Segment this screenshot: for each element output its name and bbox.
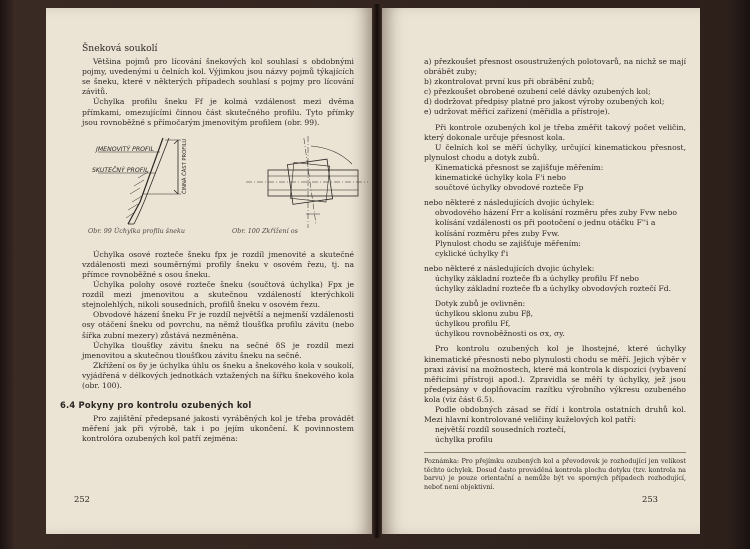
paragraph: Úchylka polohy osové rozteče šneku (součtová úchylka) Fpx je rozdíl mezi jmenovitou a skutečnou vzdáleností kterýchkoli stejnolehlých, nikoli sousedních, profilů šneku v osovém řezu. (82, 280, 354, 310)
list-item: b) zkontrolovat první kus při obrábění zubů; (424, 77, 595, 87)
paragraph: Úchylka profilu šneku Ff je kolmá vzdálenost mezi dvěma přímkami, omezujícími činnou část skutečného profilu. Tyto přímky jsou rovnoběžné s přímočarým jmenovitým profilem (obr. 99). (82, 97, 354, 127)
figure-100-axes (246, 135, 368, 228)
list-item: e) udržovat měřicí zařízení (měřidla a přístroje). (424, 107, 610, 117)
paragraph: U čelních kol se měří úchylky, určující kinematickou přesnost, plynulost chodu a dotyk zubů. (424, 142, 686, 162)
list-item: kolísání vzdálenosti os při pootočení o jednu otáčku F''i a (435, 218, 656, 228)
list-item: cyklické úchylky f'i (435, 248, 509, 258)
label-nominal-profile: JMENOVITÝ PROFIL (96, 145, 154, 153)
list-item: úchylky základní rozteče fb a úchylky obvodových roztečí Fd. (435, 283, 671, 293)
paragraph: Úchylka osové rozteče šneku fpx je rozdíl jmenovité a skutečné vzdálenosti mezi souměrnými profily šneku v osovém řezu, tj. na přímce rovnoběžné s osou šneku. (82, 249, 354, 279)
paragraph: nebo některé z následujících dvojic úchylek: (424, 198, 595, 208)
list-item: úchylka profilu (435, 435, 493, 445)
paragraph: Dotyk zubů je ovlivněn: (435, 299, 526, 309)
list-item: součtové úchylky obvodové rozteče Fp (435, 183, 584, 193)
paragraph: Většina pojmů pro lícování šnekových kol souhlasí s obdobnými pojmy, uvedenými u čelních kol. Výjimkou jsou názvy pojmů týkajících se šneku, které v některých případech souhlasí s pojmy pro lícování závitů. (82, 57, 354, 97)
list-item: d) dodržovat předpisy platné pro jakost výroby ozubených kol; (424, 97, 665, 107)
list-item: a) přezkoušet přesnost osoustružených polotovarů, na nichž se mají obrábět zuby; (424, 57, 686, 77)
figure-100-caption: Obr. 100 Zkřížení os (232, 226, 298, 235)
label-real-profile: SKUTEČNÝ PROFIL (92, 166, 149, 174)
paragraph: Obvodové házení šneku Fr je rozdíl největší a nejmenší vzdálenosti osy otáčení šneku od povrchu, na němž tloušťka profilu závitu (nebo šířka zubní mezery) zůstává nezměněna. (82, 310, 354, 340)
right-page (382, 8, 700, 534)
paragraph: Podle obdobných zásad se řídí i kontrola ostatních druhů kol. Mezi hlavní kontrolované veličiny kuželových kol patří: (424, 405, 686, 425)
book-gutter (372, 4, 382, 538)
figure-99-caption: Obr. 99 Úchylka profilu šneku (88, 226, 185, 235)
paragraph: Plynulost chodu se zajišťuje měřením: (435, 238, 581, 248)
right-text-column (424, 57, 686, 491)
figure-drawings (68, 132, 368, 232)
list-item: kolísání rozměru přes zuby Fvw. (435, 228, 560, 238)
list-item: úchylkou sklonu zubu Fβ, (435, 309, 534, 319)
paragraph: nebo některé z následujících dvojic úchylek: (424, 263, 595, 273)
list-item: největší rozdíl sousedních roztečí, (435, 425, 566, 435)
subsection-heading: Šneková soukolí (82, 43, 158, 54)
paragraph: Pro kontrolu ozubených kol je lhostejné, které úchylky kinematické přesnosti nebo plynulosti chodu se měří. Jejich výběr v praxi závisí na možnostech, které má kontrola k dispozici (vybavení měřicími přístroji apod.). Zpravidla se měří ty úchylky, jež jsou předepsány v doplňovacím razítku výrobního výkresu ozubeného kola (viz část 6.5). (424, 344, 686, 404)
list-item: úchylkou profilu Ff, (435, 319, 511, 329)
list-item: c) přezkoušet obrobené ozubení celé dávky ozubených kol; (424, 87, 651, 97)
list-item: obvodového házení Frr a kolísání rozměru přes zuby Fvw nebo (435, 208, 677, 218)
paragraph: Úchylka tloušťky závitu šneku na sečné δS je rozdíl mezi jmenovitou a skutečnou tloušťkou závitu šneku na sečně. (82, 340, 354, 360)
paragraph: Při kontrole ozubených kol je třeba změřit takový počet veličin, který dokonale určuje přesnost kola. (424, 122, 686, 142)
list-item: úchylky základní rozteče fb a úchylky profilu Ff nebo (435, 273, 639, 283)
page-number: 253 (642, 493, 658, 504)
paragraph: Kinematická přesnost se zajišťuje měřením: (435, 162, 604, 172)
left-page (46, 8, 372, 534)
label-active-profile: ČINNÁ ČÁST PROFILU (182, 138, 188, 194)
figures (82, 132, 354, 244)
footnote: Poznámka: Pro přejímku ozubených kol a převodovek je rozhodující jen velikost těchto úchylek. Dosud často prováděná kontrola plochu dotyku (tzv. kontrola na barvu) je pouze orientační a nemůže být ve sporných případech rozhodující, neboť není objektivní. (424, 452, 686, 491)
list-item: úchylkou rovnoběžnosti os σx, σy. (435, 329, 565, 339)
paragraph: Pro zajištění předepsané jakosti vyráběných kol je třeba provádět měření jak při výrobě, tak i po jejím ukončení. K povinnostem kontrolóra ozubených kol patří zejména: (82, 414, 354, 444)
list-item: kinematické úchylky kola F'i nebo (435, 173, 567, 183)
paragraph: Zkřížení os δy je úchylka úhlu os šneku a šnekového kola v soukolí, vyjádřená v délkových jednotkách vztažených na šířku šnekového kola (obr. 100). (82, 360, 354, 390)
left-text-column (60, 43, 354, 444)
page-number: 252 (74, 493, 90, 504)
section-heading: 6.4 Pokyny pro kontrolu ozubených kol (60, 400, 252, 411)
